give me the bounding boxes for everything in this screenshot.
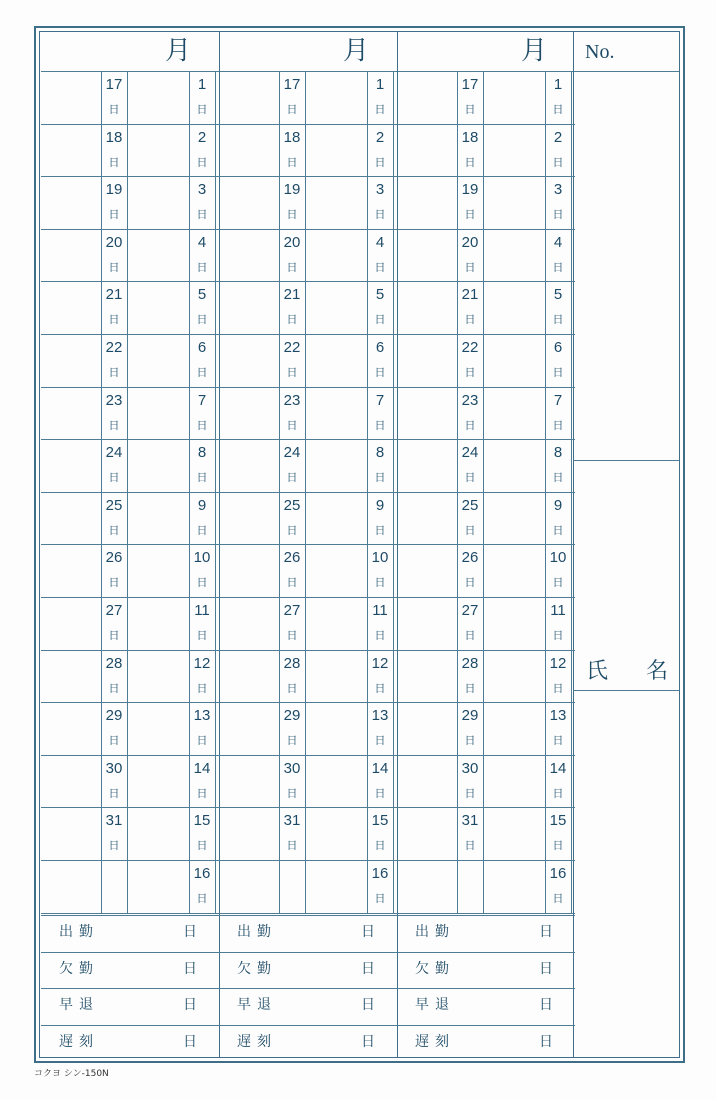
day-unit: 日 bbox=[464, 418, 476, 432]
summary-unit: 日 bbox=[539, 924, 553, 940]
summary-row-line bbox=[41, 1025, 219, 1026]
day-number: 4 bbox=[553, 233, 563, 251]
day-number: 14 bbox=[371, 759, 389, 777]
day-number: 20 bbox=[461, 233, 479, 251]
day-unit: 日 bbox=[286, 839, 298, 853]
summary-label: 遅刻 bbox=[59, 1033, 99, 1050]
day-unit: 日 bbox=[286, 155, 298, 169]
day-unit: 日 bbox=[464, 471, 476, 485]
day-unit: 日 bbox=[552, 418, 564, 432]
day-row-line bbox=[397, 492, 575, 493]
day-unit: 日 bbox=[464, 523, 476, 537]
day-row-line bbox=[41, 334, 219, 335]
day-number: 2 bbox=[197, 128, 207, 146]
day-row-line bbox=[41, 913, 219, 914]
day-number: 19 bbox=[283, 181, 301, 199]
day-row-line bbox=[219, 439, 397, 440]
day-row-line bbox=[219, 281, 397, 282]
day-number: 21 bbox=[283, 286, 301, 304]
day-row-line bbox=[41, 387, 219, 388]
day-number: 17 bbox=[105, 76, 123, 93]
day-number: 6 bbox=[553, 339, 563, 356]
summary-label: 出勤 bbox=[237, 924, 277, 940]
day-row-line bbox=[219, 702, 397, 703]
day-unit: 日 bbox=[108, 629, 120, 642]
day-number: 3 bbox=[375, 181, 385, 199]
day-row-line bbox=[397, 755, 575, 756]
summary-unit: 日 bbox=[183, 924, 197, 940]
day-unit: 日 bbox=[374, 313, 386, 327]
day-number: 9 bbox=[553, 496, 563, 514]
day-number: 12 bbox=[371, 654, 389, 672]
day-unit: 日 bbox=[196, 313, 208, 327]
day-unit: 日 bbox=[374, 418, 386, 432]
day-number: 6 bbox=[197, 339, 207, 356]
day-unit: 日 bbox=[286, 103, 298, 116]
day-unit: 日 bbox=[108, 208, 120, 222]
day-number: 29 bbox=[283, 707, 301, 725]
summary-label: 出勤 bbox=[415, 924, 455, 940]
summary-row-line bbox=[219, 952, 397, 953]
day-number: 20 bbox=[105, 233, 123, 251]
day-unit: 日 bbox=[108, 681, 120, 695]
summary-row-line bbox=[397, 988, 575, 989]
day-unit: 日 bbox=[108, 366, 120, 379]
summary-label: 欠勤 bbox=[415, 960, 455, 977]
day-number: 22 bbox=[283, 339, 301, 356]
day-unit: 日 bbox=[374, 681, 386, 695]
day-unit: 日 bbox=[552, 313, 564, 327]
day-number: 8 bbox=[375, 444, 385, 462]
day-unit: 日 bbox=[108, 418, 120, 432]
day-number: 26 bbox=[283, 549, 301, 567]
day-unit: 日 bbox=[196, 786, 208, 800]
day-unit: 日 bbox=[108, 103, 120, 116]
day-number: 6 bbox=[375, 339, 385, 356]
day-unit: 日 bbox=[464, 576, 476, 590]
day-number: 1 bbox=[197, 76, 207, 93]
day-number: 3 bbox=[553, 181, 563, 199]
day-row-line bbox=[219, 176, 397, 177]
day-unit: 日 bbox=[374, 629, 386, 642]
day-row-line bbox=[41, 439, 219, 440]
day-number: 17 bbox=[283, 76, 301, 93]
day-unit: 日 bbox=[196, 892, 208, 905]
day-unit: 日 bbox=[196, 155, 208, 169]
day-row-line bbox=[41, 702, 219, 703]
day-unit: 日 bbox=[196, 523, 208, 537]
day-row-line bbox=[397, 229, 575, 230]
month-divider-3 bbox=[573, 32, 574, 1058]
summary-unit: 日 bbox=[361, 997, 375, 1013]
day-number: 11 bbox=[372, 602, 388, 619]
day-row-line bbox=[219, 597, 397, 598]
day-unit: 日 bbox=[286, 366, 298, 379]
summary-top-line bbox=[397, 915, 575, 916]
day-row-line bbox=[397, 176, 575, 177]
day-row-line bbox=[41, 124, 219, 125]
day-number: 17 bbox=[461, 76, 479, 93]
day-unit: 日 bbox=[108, 313, 120, 327]
day-number: 28 bbox=[283, 654, 301, 672]
day-unit: 日 bbox=[374, 523, 386, 537]
day-unit: 日 bbox=[286, 208, 298, 222]
day-row-line bbox=[41, 229, 219, 230]
day-number: 9 bbox=[197, 496, 207, 514]
day-row-line bbox=[397, 597, 575, 598]
day-unit: 日 bbox=[374, 839, 386, 853]
summary-unit: 日 bbox=[361, 1033, 375, 1050]
day-unit: 日 bbox=[374, 892, 386, 905]
summary-row-line bbox=[219, 1025, 397, 1026]
day-number: 2 bbox=[375, 128, 385, 146]
day-unit: 日 bbox=[196, 681, 208, 695]
summary-row-line bbox=[41, 952, 219, 953]
day-row-line bbox=[219, 544, 397, 545]
day-number: 8 bbox=[553, 444, 563, 462]
day-row-line bbox=[397, 650, 575, 651]
day-row-line bbox=[219, 650, 397, 651]
day-row-line bbox=[397, 387, 575, 388]
day-unit: 日 bbox=[552, 629, 564, 642]
day-unit: 日 bbox=[464, 839, 476, 853]
day-number: 26 bbox=[461, 549, 479, 567]
day-unit: 日 bbox=[552, 155, 564, 169]
day-row-line bbox=[397, 860, 575, 861]
day-number: 27 bbox=[105, 602, 123, 619]
day-unit: 日 bbox=[286, 734, 298, 748]
day-unit: 日 bbox=[374, 260, 386, 274]
day-unit: 日 bbox=[286, 786, 298, 800]
day-number: 24 bbox=[283, 444, 301, 462]
day-row-line bbox=[219, 229, 397, 230]
day-unit: 日 bbox=[286, 523, 298, 537]
day-unit: 日 bbox=[464, 734, 476, 748]
summary-label: 遅刻 bbox=[415, 1033, 455, 1050]
day-number: 27 bbox=[283, 602, 301, 619]
no-label: No. bbox=[585, 41, 615, 63]
day-number: 31 bbox=[105, 812, 123, 830]
day-unit: 日 bbox=[552, 576, 564, 590]
day-number: 24 bbox=[105, 444, 123, 462]
day-unit: 日 bbox=[286, 576, 298, 590]
summary-label: 欠勤 bbox=[237, 960, 277, 977]
day-unit: 日 bbox=[374, 576, 386, 590]
month-label: 月 bbox=[343, 36, 370, 66]
day-unit: 日 bbox=[108, 155, 120, 169]
day-number: 23 bbox=[105, 391, 123, 409]
summary-unit: 日 bbox=[361, 960, 375, 977]
day-row-line bbox=[41, 860, 219, 861]
day-unit: 日 bbox=[108, 260, 120, 274]
summary-row-line bbox=[397, 1025, 575, 1026]
day-number: 1 bbox=[553, 76, 563, 93]
day-number: 5 bbox=[197, 286, 207, 304]
day-unit: 日 bbox=[552, 260, 564, 274]
day-number: 16 bbox=[371, 865, 389, 882]
day-unit: 日 bbox=[374, 786, 386, 800]
day-number: 10 bbox=[371, 549, 389, 567]
day-unit: 日 bbox=[286, 471, 298, 485]
day-number: 10 bbox=[193, 549, 211, 567]
day-number: 12 bbox=[549, 654, 567, 672]
day-number: 22 bbox=[105, 339, 123, 356]
day-row-line bbox=[219, 807, 397, 808]
month-divider-1 bbox=[219, 32, 220, 1058]
day-row-line bbox=[41, 597, 219, 598]
summary-row-line bbox=[219, 988, 397, 989]
day-number: 15 bbox=[193, 812, 211, 830]
day-unit: 日 bbox=[552, 366, 564, 379]
day-number: 15 bbox=[549, 812, 567, 830]
day-row-line bbox=[219, 387, 397, 388]
day-number: 31 bbox=[283, 812, 301, 830]
day-unit: 日 bbox=[552, 208, 564, 222]
day-unit: 日 bbox=[552, 786, 564, 800]
day-number: 25 bbox=[105, 496, 123, 514]
day-number: 8 bbox=[197, 444, 207, 462]
day-number: 11 bbox=[550, 602, 566, 619]
day-row-line bbox=[41, 281, 219, 282]
day-number: 15 bbox=[371, 812, 389, 830]
summary-unit: 日 bbox=[183, 960, 197, 977]
day-row-line bbox=[397, 439, 575, 440]
day-number: 27 bbox=[461, 602, 479, 619]
day-number: 18 bbox=[105, 128, 123, 146]
day-unit: 日 bbox=[196, 629, 208, 642]
day-unit: 日 bbox=[108, 734, 120, 748]
summary-label: 早退 bbox=[415, 997, 455, 1013]
day-unit: 日 bbox=[286, 313, 298, 327]
summary-label: 遅刻 bbox=[237, 1033, 277, 1050]
day-row-line bbox=[41, 807, 219, 808]
day-unit: 日 bbox=[552, 734, 564, 748]
day-number: 13 bbox=[371, 707, 389, 725]
day-unit: 日 bbox=[374, 103, 386, 116]
day-row-line bbox=[397, 334, 575, 335]
day-unit: 日 bbox=[196, 418, 208, 432]
day-number: 18 bbox=[283, 128, 301, 146]
month-divider-2 bbox=[397, 32, 398, 1058]
day-unit: 日 bbox=[464, 786, 476, 800]
summary-label: 早退 bbox=[59, 997, 99, 1013]
day-unit: 日 bbox=[286, 681, 298, 695]
day-number: 22 bbox=[461, 339, 479, 356]
day-row-line bbox=[397, 807, 575, 808]
day-number: 21 bbox=[461, 286, 479, 304]
day-unit: 日 bbox=[552, 892, 564, 905]
day-number: 16 bbox=[549, 865, 567, 882]
day-number: 3 bbox=[197, 181, 207, 199]
day-number: 14 bbox=[549, 759, 567, 777]
name-label-second: 名 bbox=[646, 659, 669, 684]
day-unit: 日 bbox=[196, 839, 208, 853]
day-number: 19 bbox=[461, 181, 479, 199]
day-number: 30 bbox=[461, 759, 479, 777]
day-number: 13 bbox=[193, 707, 211, 725]
day-row-line bbox=[219, 913, 397, 914]
summary-row-line bbox=[41, 988, 219, 989]
day-number: 30 bbox=[105, 759, 123, 777]
day-number: 13 bbox=[549, 707, 567, 725]
day-unit: 日 bbox=[108, 471, 120, 485]
day-number: 23 bbox=[283, 391, 301, 409]
day-unit: 日 bbox=[464, 155, 476, 169]
summary-unit: 日 bbox=[539, 1033, 553, 1050]
summary-label: 早退 bbox=[237, 997, 277, 1013]
day-number: 7 bbox=[375, 391, 385, 409]
day-number: 21 bbox=[105, 286, 123, 304]
summary-unit: 日 bbox=[539, 960, 553, 977]
day-unit: 日 bbox=[196, 208, 208, 222]
day-number: 28 bbox=[461, 654, 479, 672]
day-number: 25 bbox=[283, 496, 301, 514]
day-unit: 日 bbox=[196, 471, 208, 485]
day-number: 29 bbox=[461, 707, 479, 725]
day-row-line bbox=[397, 124, 575, 125]
day-number: 29 bbox=[105, 707, 123, 725]
day-unit: 日 bbox=[374, 155, 386, 169]
day-number: 10 bbox=[549, 549, 567, 567]
day-unit: 日 bbox=[464, 103, 476, 116]
name-label-first: 氏 bbox=[586, 659, 609, 684]
day-unit: 日 bbox=[286, 260, 298, 274]
day-unit: 日 bbox=[464, 313, 476, 327]
day-unit: 日 bbox=[196, 576, 208, 590]
day-number: 26 bbox=[105, 549, 123, 567]
day-number: 7 bbox=[553, 391, 563, 409]
summary-unit: 日 bbox=[183, 997, 197, 1013]
day-unit: 日 bbox=[286, 418, 298, 432]
day-unit: 日 bbox=[464, 208, 476, 222]
day-unit: 日 bbox=[374, 734, 386, 748]
day-number: 1 bbox=[375, 76, 385, 93]
day-row-line bbox=[41, 492, 219, 493]
day-unit: 日 bbox=[552, 523, 564, 537]
day-number: 28 bbox=[105, 654, 123, 672]
day-row-line bbox=[219, 755, 397, 756]
day-row-line bbox=[41, 544, 219, 545]
day-unit: 日 bbox=[552, 471, 564, 485]
right-column-divider bbox=[573, 460, 679, 461]
day-number: 24 bbox=[461, 444, 479, 462]
summary-label: 出勤 bbox=[59, 924, 99, 940]
day-number: 4 bbox=[197, 233, 207, 251]
day-number: 18 bbox=[461, 128, 479, 146]
name-field-divider bbox=[573, 690, 679, 691]
day-row-line bbox=[219, 860, 397, 861]
summary-row-line bbox=[397, 952, 575, 953]
day-row-line bbox=[397, 281, 575, 282]
day-number: 12 bbox=[193, 654, 211, 672]
day-number: 25 bbox=[461, 496, 479, 514]
day-row-line bbox=[397, 913, 575, 914]
day-unit: 日 bbox=[374, 208, 386, 222]
day-number: 30 bbox=[283, 759, 301, 777]
day-unit: 日 bbox=[108, 839, 120, 853]
day-number: 14 bbox=[193, 759, 211, 777]
day-unit: 日 bbox=[374, 366, 386, 379]
day-unit: 日 bbox=[464, 260, 476, 274]
day-number: 16 bbox=[193, 865, 211, 882]
day-unit: 日 bbox=[464, 681, 476, 695]
day-unit: 日 bbox=[196, 260, 208, 274]
summary-unit: 日 bbox=[361, 924, 375, 940]
day-unit: 日 bbox=[196, 103, 208, 116]
day-unit: 日 bbox=[196, 366, 208, 379]
day-unit: 日 bbox=[552, 839, 564, 853]
day-unit: 日 bbox=[374, 471, 386, 485]
day-number: 4 bbox=[375, 233, 385, 251]
header-divider bbox=[41, 71, 679, 72]
day-number: 5 bbox=[375, 286, 385, 304]
day-number: 7 bbox=[197, 391, 207, 409]
summary-unit: 日 bbox=[183, 1033, 197, 1050]
day-unit: 日 bbox=[464, 366, 476, 379]
day-row-line bbox=[41, 650, 219, 651]
day-number: 11 bbox=[194, 602, 210, 619]
day-row-line bbox=[219, 492, 397, 493]
day-unit: 日 bbox=[108, 786, 120, 800]
day-row-line bbox=[397, 544, 575, 545]
summary-top-line bbox=[41, 915, 219, 916]
day-row-line bbox=[41, 176, 219, 177]
day-unit: 日 bbox=[552, 103, 564, 116]
day-row-line bbox=[219, 124, 397, 125]
day-unit: 日 bbox=[286, 629, 298, 642]
day-number: 23 bbox=[461, 391, 479, 409]
day-row-line bbox=[397, 702, 575, 703]
month-label: 月 bbox=[165, 36, 192, 66]
product-code: コクヨ シン-150N bbox=[34, 1069, 109, 1079]
day-unit: 日 bbox=[464, 629, 476, 642]
day-unit: 日 bbox=[196, 734, 208, 748]
day-unit: 日 bbox=[108, 523, 120, 537]
day-number: 2 bbox=[553, 128, 563, 146]
day-row-line bbox=[41, 755, 219, 756]
day-number: 19 bbox=[105, 181, 123, 199]
summary-top-line bbox=[219, 915, 397, 916]
summary-unit: 日 bbox=[539, 997, 553, 1013]
day-number: 31 bbox=[461, 812, 479, 830]
day-unit: 日 bbox=[552, 681, 564, 695]
month-label: 月 bbox=[521, 36, 548, 66]
day-number: 5 bbox=[553, 286, 563, 304]
day-unit: 日 bbox=[108, 576, 120, 590]
summary-label: 欠勤 bbox=[59, 960, 99, 977]
day-number: 20 bbox=[283, 233, 301, 251]
day-row-line bbox=[219, 334, 397, 335]
day-number: 9 bbox=[375, 496, 385, 514]
